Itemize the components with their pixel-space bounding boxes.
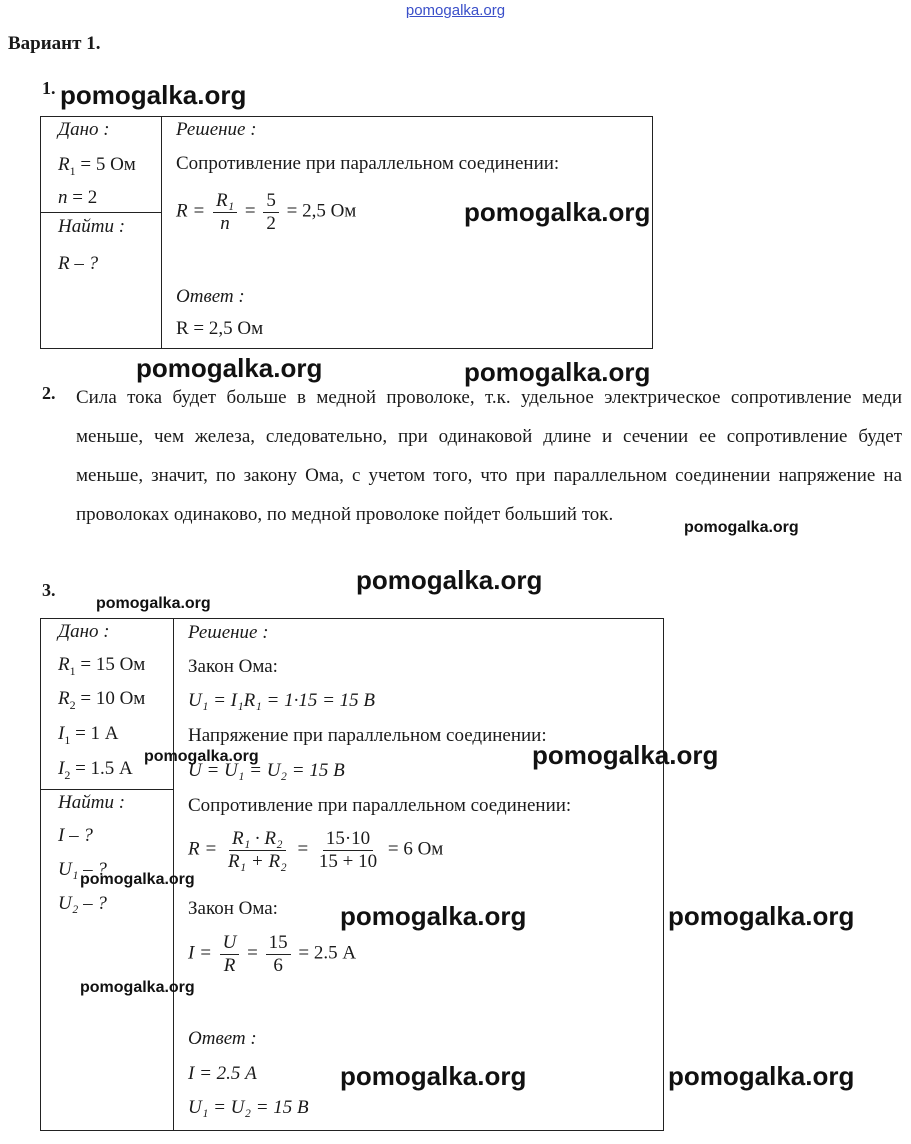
task3-eq1: U₁ = I₁R₁ = 1·15 = 15 В [188, 690, 376, 711]
watermark: pomogalka.org [464, 197, 651, 227]
task3-eq2: U = U₁ = U₂ = 15 В [188, 760, 345, 781]
watermark: pomogalka.org [144, 748, 259, 765]
task1-answer-label: Ответ : [176, 286, 245, 307]
task1-given-1: n = 2 [58, 187, 98, 208]
task1-find-0: R – ? [58, 253, 99, 274]
watermark: pomogalka.org [684, 519, 799, 536]
task1-answer: R = 2,5 Ом [176, 318, 264, 339]
watermark: pomogalka.org [60, 80, 247, 110]
task2-text: Сила тока будет больше в медной проволоке, т.к. удельное электрическое сопротивление меди меньше, чем железа, следовательно, при одинаковой длине и сечении ее сопротивление будет меньше, значит, по закону Ома, с учетом того, что при параллельном соединении напряжение на проволоках одинаково, по медной проволоке пойдет больший ток. [76, 387, 902, 525]
task1-given-0: $R_1 = 5$ Ом [58, 154, 136, 178]
watermark: pomogalka.org [464, 357, 651, 387]
watermark: pomogalka.org [668, 901, 855, 931]
task1-given-label: Дано : [58, 119, 110, 140]
task3-formula-i: I = $\frac{U}{R}$ = $\frac{15}{6}$ = 2.5 А [188, 932, 357, 976]
watermark: pomogalka.org [340, 901, 527, 931]
task3-formula-r: R = $\frac{\text{R₁ · R₂}}{\text{R₁ + R₂}}$ = $\frac{15\cdot 10}{15 + 10}$ = 6 Ом [188, 828, 444, 872]
task3-given-1: $R_2 = 10$ Ом [58, 688, 146, 712]
task3-find-0: I – ? [58, 825, 93, 846]
watermark: pomogalka.org [96, 595, 211, 612]
task3-text-voltage: Напряжение при параллельном соединении: [188, 725, 547, 746]
task2-number: 2. [42, 383, 56, 403]
watermark: pomogalka.org [532, 740, 719, 770]
task3-answer-label: Ответ : [188, 1028, 257, 1049]
task3-given-3: $I_2 = 1.5$ А [58, 758, 133, 782]
site-link[interactable]: pomogalka.org [405, 2, 506, 19]
task1-text1: Сопротивление при параллельном соединении: [176, 153, 560, 174]
task3-law1: Закон Ома: [188, 656, 278, 677]
task3-given-0: $R_1 = 15$ Ом [58, 654, 146, 678]
task3-number: 3. [42, 580, 56, 600]
task3-answer-0: I = 2.5 А [188, 1063, 257, 1084]
task1-number: 1. [42, 78, 56, 98]
task3-find-label: Найти : [58, 792, 126, 813]
task1-find-label: Найти : [58, 216, 126, 237]
task3-text-res: Сопротивление при параллельном соединении: [188, 795, 572, 816]
watermark: pomogalka.org [80, 871, 195, 888]
task1-solution-label: Решение : [176, 119, 257, 140]
task1-formula: R = $\frac{\text{R₁}}{n}$ = $\frac{5}{2}$ = 2,5 Ом [176, 190, 357, 234]
watermark: pomogalka.org [136, 353, 323, 383]
page-title: Вариант 1. [8, 33, 101, 54]
task3-given-2: $I_1 = 1$ А [58, 723, 119, 747]
watermark: pomogalka.org [668, 1061, 855, 1091]
task3-solution-label: Решение : [188, 622, 269, 643]
task3-given-label: Дано : [58, 621, 110, 642]
task3-law2: Закон Ома: [188, 898, 278, 919]
task3-find-1: U₁ – ? [58, 859, 107, 880]
task3-find-2: U₂ – ? [58, 893, 107, 914]
watermark: pomogalka.org [80, 979, 195, 996]
watermark: pomogalka.org [340, 1061, 527, 1091]
task3-answer-1: U₁ = U₂ = 15 В [188, 1097, 309, 1118]
watermark: pomogalka.org [356, 565, 543, 595]
